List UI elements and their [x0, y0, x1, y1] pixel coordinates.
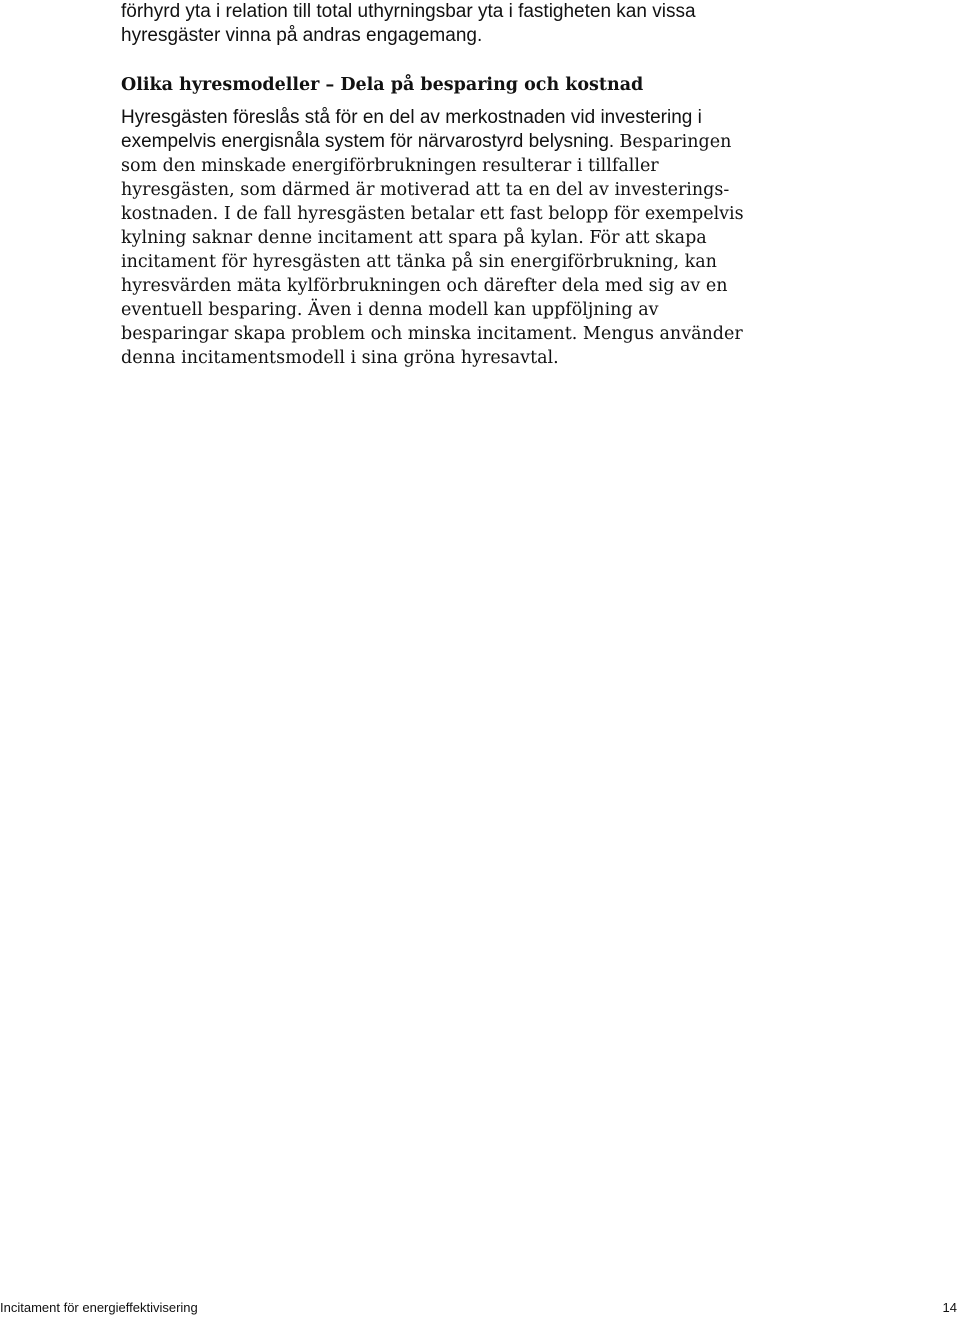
paragraph-line-2-serif: Besparingen — [619, 132, 732, 152]
paragraph-line-4: hyresgästen, som därmed är motiverad att ta en del av investerings- — [121, 180, 730, 200]
section-heading: Olika hyresmodeller – Dela på besparing och kostnad — [121, 75, 644, 95]
paragraph-line-8: hyresvärden mäta kylförbrukningen och därefter dela med sig av en — [121, 276, 728, 296]
intro-line-1: förhyrd yta i relation till total uthyrningsbar yta i fastigheten kan vissa — [121, 1, 696, 22]
paragraph-line-9: eventuell besparing. Även i denna modell kan uppföljning av — [121, 300, 659, 320]
paragraph-line-11: denna incitamentsmodell i sina gröna hyresavtal. — [121, 348, 559, 368]
paragraph-line-10: besparingar skapa problem och minska incitament. Mengus använder — [121, 324, 743, 344]
page-number: 14 — [942, 1300, 957, 1315]
footer-title: Incitament för energieffektivisering — [0, 1300, 198, 1315]
intro-line-2: hyresgäster vinna på andras engagemang. — [121, 25, 483, 46]
paragraph-line-5: kostnaden. I de fall hyresgästen betalar ett fast belopp för exempelvis — [121, 204, 744, 224]
paragraph-line-3: som den minskade energiförbrukningen resulterar i tillfaller — [121, 156, 659, 176]
paragraph-line-2-sans: exempelvis energisnåla system för närvarostyrd belysning. — [121, 131, 615, 152]
paragraph-line-2 — [121, 130, 731, 154]
paragraph-line-1: Hyresgästen föreslås stå för en del av merkostnaden vid investering i — [121, 107, 702, 128]
paragraph-line-7: incitament för hyresgästen att tänka på sin energiförbrukning, kan — [121, 252, 717, 272]
paragraph-line-6: kylning saknar denne incitament att spara på kylan. För att skapa — [121, 228, 707, 248]
